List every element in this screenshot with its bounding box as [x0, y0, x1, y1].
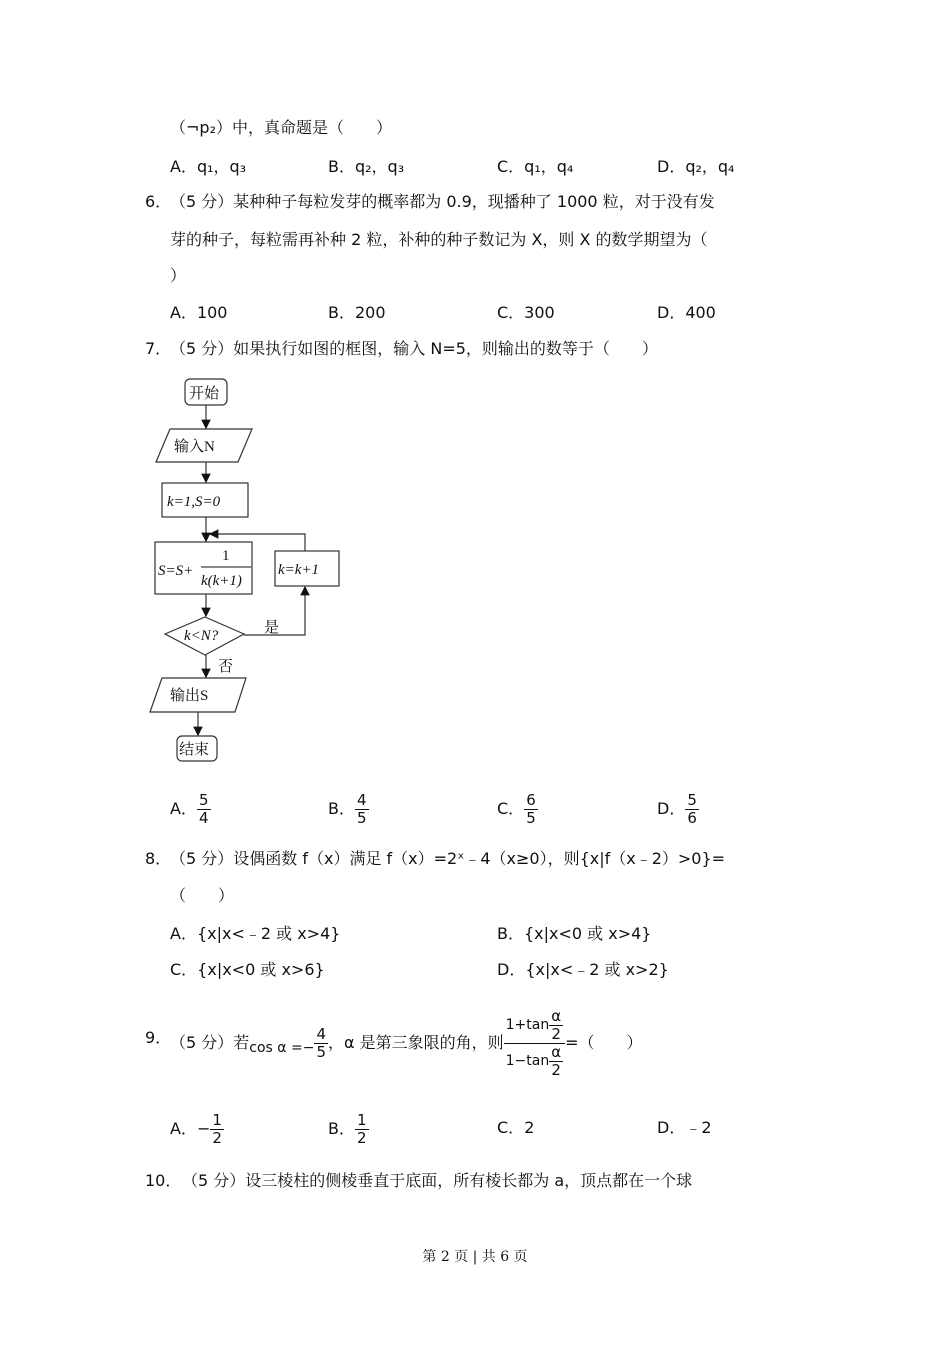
- q6-option-c: C．300: [497, 303, 555, 322]
- page-footer: 第 2 页 | 共 6 页: [422, 1249, 528, 1265]
- q8-option-a: A．{x|x<﹣2 或 x>4}: [170, 924, 341, 943]
- q8-option-c: C．{x|x<0 或 x>6}: [170, 960, 325, 979]
- flow-update-numerator: 1: [222, 548, 230, 564]
- q8-number: 8．: [145, 849, 172, 868]
- q8-line1: （5 分）设偶函数 f（x）满足 f（x）=2ˣ﹣4（x≥0），则{x|f（x﹣2）>0}=: [170, 849, 726, 868]
- q9-text: （5 分）若 cos α =− $\frac{4}{5}$ ，α 是第三象限的角，则 1+tan $\frac{\alpha}{2}$ 1−tan $\frac{\alpha}{2}$ =（ ）: [170, 1006, 643, 1079]
- flow-input-label: 输入N: [174, 439, 215, 455]
- q6-option-a: A．100: [170, 303, 228, 322]
- q5-option-b: B．q₂，q₃: [328, 157, 405, 176]
- q9-option-b: B． $\frac{1}{2}$: [328, 1111, 367, 1147]
- q9-option-c: C．2: [497, 1118, 535, 1137]
- q6-option-d: D．400: [657, 303, 716, 322]
- q8-option-b: B．{x|x<0 或 x>4}: [497, 924, 652, 943]
- q9-option-a: A．− $\frac{1}{2}$: [170, 1111, 222, 1147]
- q7-text: （5 分）如果执行如图的框图，输入 N=5，则输出的数等于（ ）: [170, 339, 658, 358]
- flow-no-label: 否: [218, 659, 234, 675]
- flow-condition-label: k<N?: [184, 628, 219, 644]
- flow-update-label: S=S+: [158, 563, 194, 579]
- q5-option-c: C．q₁，q₄: [497, 157, 574, 176]
- q7-option-a: A． $\frac{5}{4}$: [170, 791, 209, 827]
- q8-option-d: D．{x|x<﹣2 或 x>2}: [497, 960, 669, 979]
- flow-yes-label: 是: [264, 620, 280, 636]
- q6-line2: 芽的种子，每粒需再补种 2 粒，补种的种子数记为 X，则 X 的数学期望为（: [170, 230, 708, 249]
- q8-line2: （ ）: [170, 886, 235, 905]
- flow-end-label: 结束: [179, 742, 210, 758]
- q7-option-b: B． $\frac{4}{5}$: [328, 791, 367, 827]
- q5-option-d: D．q₂，q₄: [657, 157, 735, 176]
- flow-start-label: 开始: [189, 386, 220, 402]
- flow-update-denominator: k(k+1): [201, 573, 242, 589]
- q5-option-a: A．q₁，q₃: [170, 157, 247, 176]
- q5-continuation: （¬p₂）中，真命题是（ ）: [170, 118, 392, 137]
- tan-fraction: 1+tan $\frac{\alpha}{2}$ 1−tan $\frac{\alpha}{2}$: [504, 1008, 565, 1079]
- q9-number: 9．: [145, 1028, 172, 1047]
- q10-number: 10．: [145, 1171, 182, 1190]
- q9-option-d: D．﹣2: [657, 1118, 712, 1137]
- q6-number: 6．: [145, 192, 172, 211]
- q7-option-d: D． $\frac{5}{6}$: [657, 791, 697, 827]
- flow-output-label: 输出S: [170, 688, 209, 704]
- flow-increment-label: k=k+1: [278, 562, 320, 578]
- flowchart: [140, 370, 360, 770]
- q7-number: 7．: [145, 339, 172, 358]
- q6-line3: ）: [170, 266, 187, 285]
- flow-init-label: k=1,S=0: [167, 494, 221, 510]
- q7-option-c: C． $\frac{6}{5}$: [497, 791, 536, 827]
- q10-text: （5 分）设三棱柱的侧棱垂直于底面，所有棱长都为 a，顶点都在一个球: [182, 1171, 693, 1190]
- q6-option-b: B．200: [328, 303, 386, 322]
- q6-line1: （5 分）某种种子每粒发芽的概率都为 0.9，现播种了 1000 粒，对于没有发: [170, 192, 715, 211]
